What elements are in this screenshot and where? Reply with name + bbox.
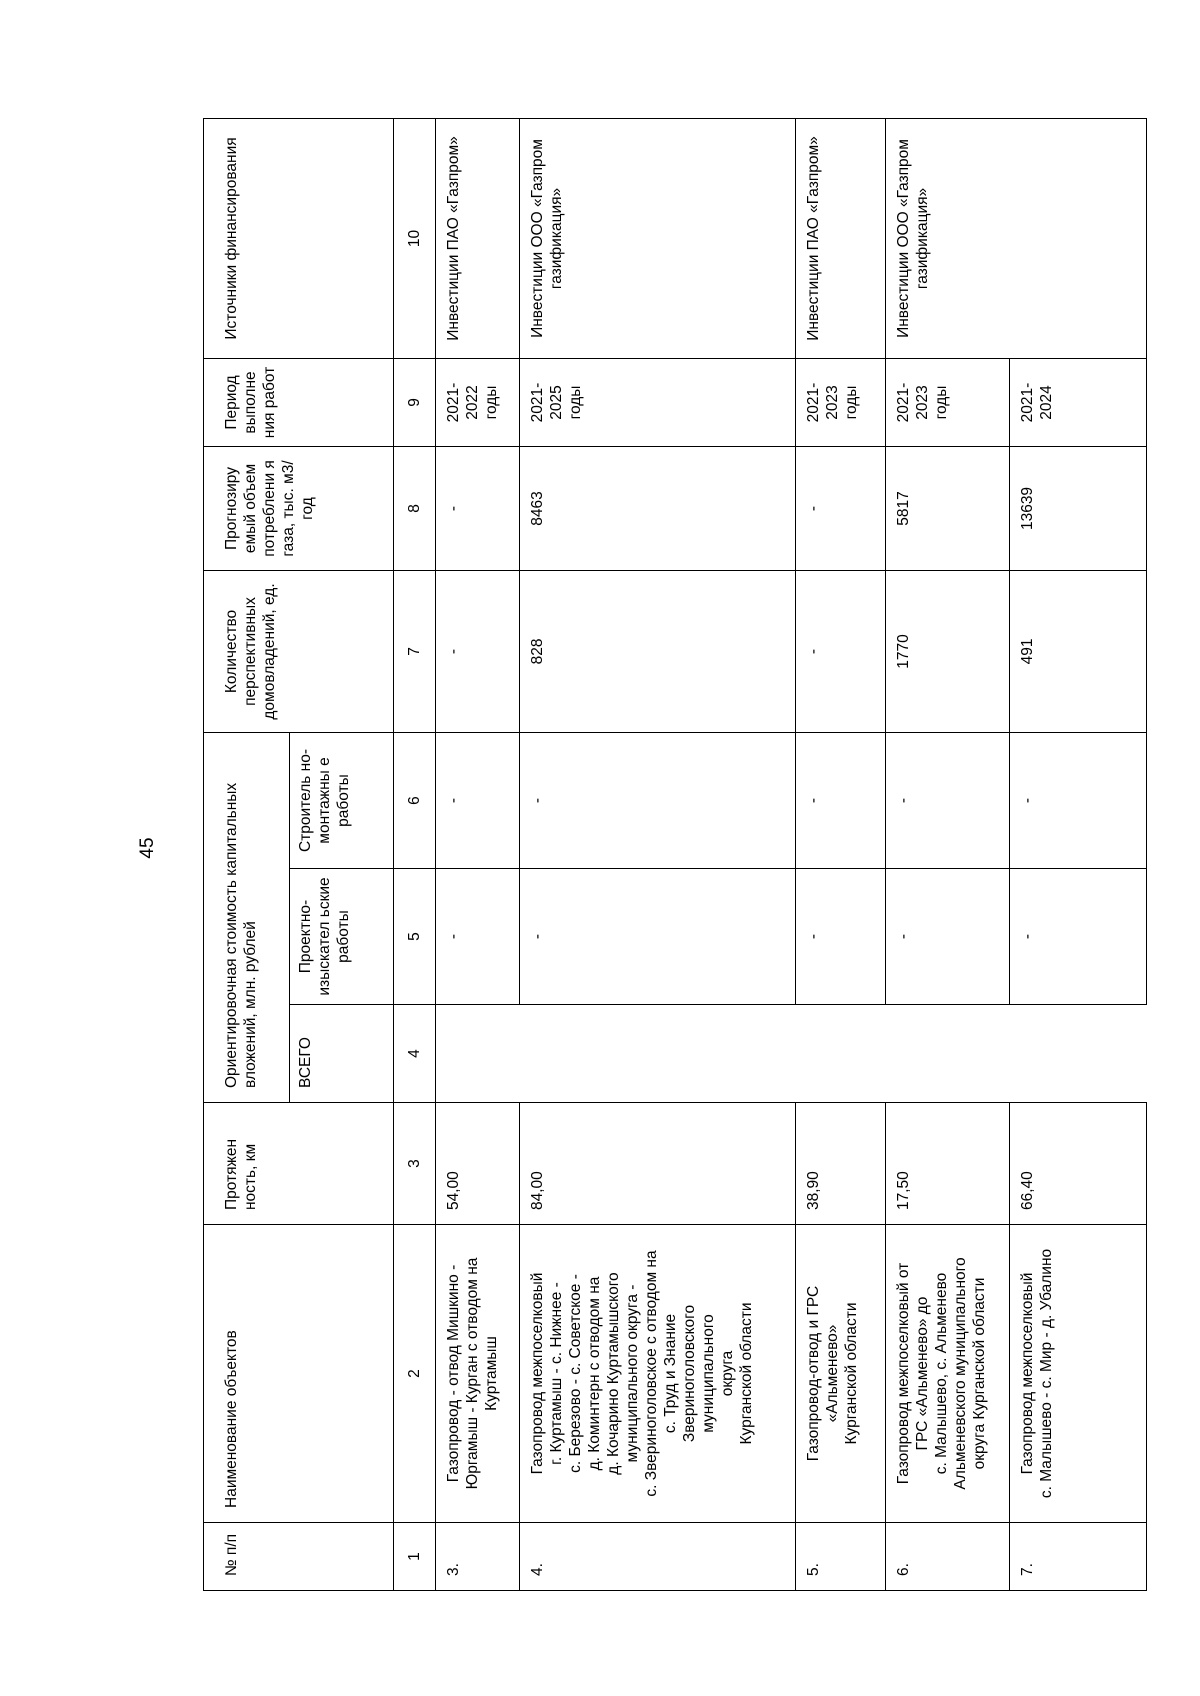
row-source: Инвестиции ООО «Газпром газификация» [520, 118, 796, 358]
column-number: 2 [394, 1225, 436, 1523]
row-length: 17,50 [886, 1103, 1010, 1225]
row-design: - [520, 869, 796, 1005]
row-length: 54,00 [436, 1103, 520, 1225]
row-num: 7. [1010, 1523, 1147, 1591]
row-period: 2021- 2022 годы [436, 358, 520, 446]
header-source: Источники финансирования [204, 118, 394, 358]
row-construction: - [796, 732, 886, 868]
header-cost-group: Ориентировочная стоимость капитальных вложений, млн. рублей [204, 732, 290, 1102]
row-households: 491 [1010, 570, 1147, 732]
row-design: - [796, 869, 886, 1005]
header-construction: Строитель но-монтажны е работы [290, 732, 394, 868]
row-gas-volume: - [796, 446, 886, 570]
row-total-empty [1010, 1005, 1147, 1103]
row-gas-volume: 13639 [1010, 446, 1147, 570]
row-construction: - [520, 732, 796, 868]
header-design: Проектно-изыскател ьские работы [290, 869, 394, 1005]
column-number: 4 [394, 1005, 436, 1103]
header-total: ВСЕГО [290, 1005, 394, 1103]
row-num: 3. [436, 1523, 520, 1591]
row-name: Газопровод-отвод и ГРС «Альменево» Курганской области [796, 1225, 886, 1523]
row-total-empty [520, 1005, 796, 1103]
investment-objects-table [203, 118, 1147, 1591]
header-gas-volume: Прогнозиру емый объем потреблени я газа, тыс. м3/год [204, 446, 394, 570]
column-number: 9 [394, 358, 436, 446]
row-design: - [1010, 869, 1147, 1005]
table-row [520, 118, 796, 1590]
row-construction: - [886, 732, 1010, 868]
header-row-top [204, 118, 290, 1590]
row-households: - [796, 570, 886, 732]
header-period: Период выполне ния работ [204, 358, 394, 446]
rotated-table-container [203, 119, 1146, 1591]
row-construction: - [1010, 732, 1147, 868]
column-number: 10 [394, 118, 436, 358]
header-name: Наименование объектов [204, 1225, 394, 1523]
column-number: 6 [394, 732, 436, 868]
row-source: Инвестиции ПАО «Газпром» [796, 118, 886, 358]
column-number: 8 [394, 446, 436, 570]
row-gas-volume: 8463 [520, 446, 796, 570]
row-households: 828 [520, 570, 796, 732]
row-period: 2021- 2023 годы [796, 358, 886, 446]
row-length: 38,90 [796, 1103, 886, 1225]
column-number: 3 [394, 1103, 436, 1225]
row-total-empty [436, 1005, 520, 1103]
row-total-empty [796, 1005, 886, 1103]
row-gas-volume: 5817 [886, 446, 1010, 570]
row-source: Инвестиции ООО «Газпром газификация» [886, 118, 1147, 358]
table-row [796, 118, 886, 1590]
row-num: 6. [886, 1523, 1010, 1591]
column-number-row [394, 118, 436, 1590]
row-period: 2021- 2025 годы [520, 358, 796, 446]
row-name: Газопровод межпоселковый г. Куртамыш - с. Нижнее - с. Березово - с. Советское - д. Коминтерн с отводом на д. Кочарино Куртамышского муниципального округа - с. Звериноголовское с отводом на с. Труд и Знание Звериноголовского муниципального округа Курганской области [520, 1225, 796, 1523]
column-number: 7 [394, 570, 436, 732]
row-length: 84,00 [520, 1103, 796, 1225]
table-row [886, 118, 1010, 1590]
page-number: 45 [137, 837, 158, 859]
table-row [436, 118, 520, 1590]
row-households: - [436, 570, 520, 732]
row-num: 5. [796, 1523, 886, 1591]
row-households: 1770 [886, 570, 1010, 732]
row-total-empty [886, 1005, 1010, 1103]
column-number: 1 [394, 1523, 436, 1591]
row-name: Газопровод - отвод Мишкино - Юргамыш - Курган с отводом на Куртамыш [436, 1225, 520, 1523]
row-length: 66,40 [1010, 1103, 1147, 1225]
row-period: 2021- 2023 годы [886, 358, 1010, 446]
row-name: Газопровод межпоселковый от ГРС «Альменево» до с. Малышево, с. Альменево Альменевского муниципального округа Курганской области [886, 1225, 1010, 1523]
row-design: - [886, 869, 1010, 1005]
row-period: 2021- 2024 [1010, 358, 1147, 446]
column-number: 5 [394, 869, 436, 1005]
row-name: Газопровод межпоселковый с. Малышево - с. Мир - д. Убалино [1010, 1225, 1147, 1523]
header-households: Количество перспективных домовладений, ед. [204, 570, 394, 732]
header-length: Протяжен ность, км [204, 1103, 394, 1225]
row-num: 4. [520, 1523, 796, 1591]
header-num: № п/п [204, 1523, 394, 1591]
row-gas-volume: - [436, 446, 520, 570]
row-source: Инвестиции ПАО «Газпром» [436, 118, 520, 358]
row-construction: - [436, 732, 520, 868]
row-design: - [436, 869, 520, 1005]
